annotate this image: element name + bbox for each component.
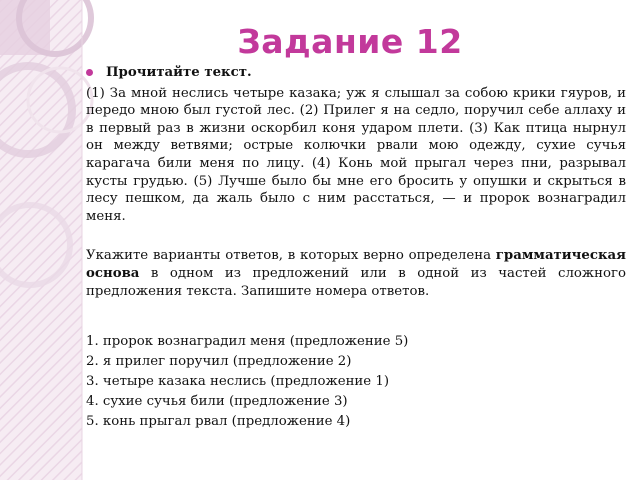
reading-text: (1) За мной неслись четыре казака; уж я слышал за собою крики гяуров, и передо мною был густой лес. (2) Прилег я на седло, поручил себе аллаху и в первый раз в жизни оскорбил коня ударом плети. (3) Как птица нырнул он между ветвями; острые колючки рвали мою одежду, сухие сучья карагача били меня по лицу. (4) Конь мой прыгал через пни, разрывал кусты грудью. (5) Лучше было бы мне его бросить у опушки и скрыться в лесу пешком, да жаль было с ним расстаться, — и пророк вознаградил меня. — [86, 85, 626, 224]
slide-content — [86, 64, 626, 432]
answer-list — [86, 332, 626, 432]
slide-title: Задание 12 — [237, 22, 463, 61]
answer-option-1: 1. пророк вознаградил меня (предложение 5) — [86, 334, 409, 350]
instruction-text: Прочитайте текст. — [106, 65, 252, 80]
task-text-part1: Укажите варианты ответов, в которых верно определена — [86, 248, 496, 264]
answer-option-4: 4. сухие сучья били (предложение 3) — [86, 394, 348, 410]
task-text-part2: в одном из предложений или в одной из частей сложного предложения текста. Запишите номера ответов. — [86, 265, 626, 299]
answer-option-3: 3. четыре казака неслись (предложение 1) — [86, 374, 390, 390]
bullet-dot-icon — [86, 69, 93, 76]
answer-option-2: 2. я прилег поручил (предложение 2) — [86, 354, 352, 370]
task-emphasis: грамматическая основа — [86, 248, 626, 281]
answer-option-5: 5. конь прыгал рвал (предложение 4) — [86, 414, 351, 430]
instruction-bullet — [86, 64, 626, 82]
task-text — [86, 247, 626, 300]
